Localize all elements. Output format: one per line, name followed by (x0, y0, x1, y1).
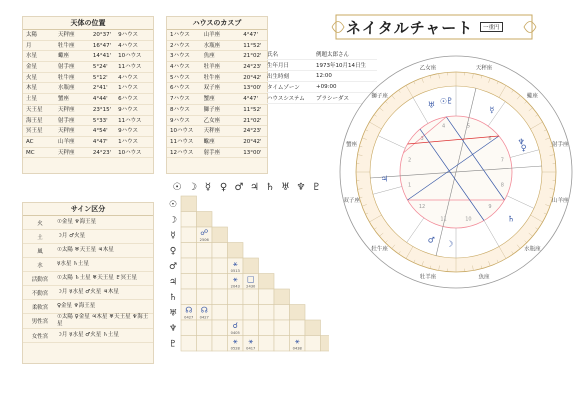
chart-header (330, 12, 538, 42)
planet-name: 冥王星 (26, 128, 43, 135)
house-number: 4ハウス (170, 64, 190, 71)
aspect-orb: 0427 (199, 315, 209, 320)
wheel-sign-label: 牡羊座 (419, 274, 437, 281)
aspect-symbol: ☊ (185, 305, 193, 315)
planet-sign: 蟹座 (58, 96, 70, 103)
planet-sign: 天秤座 (58, 149, 75, 156)
aspect-cell (305, 320, 321, 336)
aspect-cell (197, 289, 213, 305)
planet-row (23, 94, 153, 105)
house-sign: 牡羊座 (203, 64, 221, 71)
planet-row (23, 41, 153, 52)
house-row (167, 30, 267, 41)
house-number: 2ハウス (170, 42, 190, 49)
birth-info-key: 生年月日 (267, 63, 290, 69)
house-number-label: 7 (500, 157, 504, 164)
planet-degree: 4°54' (92, 128, 108, 135)
planets-table-title: 天体の位置 (23, 17, 153, 30)
planet-degree: 24°23' (92, 149, 112, 156)
aspect-orb: 2506 (199, 238, 209, 242)
aspect-row-glyph: ♆ (168, 324, 178, 334)
house-number-label: 8 (500, 182, 504, 189)
house-degree: 13°00' (243, 85, 262, 92)
sign-label: 柔軟宮 (31, 304, 49, 311)
aspect-row-glyph: ♇ (168, 339, 178, 350)
wheel-sign-label: 蟹座 (346, 142, 358, 149)
house-row (167, 83, 267, 94)
aspect-symbol: ⚹ (248, 336, 254, 346)
aspect-orb: 0417 (246, 346, 256, 351)
aspect-cell (212, 243, 228, 259)
planet-degree: 4°47' (92, 138, 108, 145)
house-degree: 24°23' (243, 64, 262, 71)
aspect-cell (212, 305, 228, 321)
house-number-label: 11 (440, 216, 447, 223)
chart-type-badge: 一重円 (480, 22, 503, 32)
house-degree: 20°42' (243, 138, 262, 145)
wheel-planet-glyph: ♃ (380, 174, 388, 184)
birth-info-key: 出生時刻 (267, 74, 290, 80)
birth-info-key: 氏名 (267, 52, 279, 58)
wheel-planet-glyph: ☽ (446, 239, 454, 249)
aspect-header-glyph: ♀ (219, 182, 228, 193)
aspect-header-glyph: ♇ (312, 182, 321, 193)
wheel-sign-label: 射手座 (552, 142, 569, 149)
house-degree: 13°00' (243, 149, 262, 156)
aspect-orb: 2430 (246, 284, 256, 289)
planet-house: 10ハウス (118, 149, 142, 156)
planet-house: 6ハウス (118, 96, 138, 103)
house-number-label: 4 (441, 123, 446, 130)
planet-sign: 天秤座 (58, 32, 75, 38)
aspect-cell (274, 336, 290, 352)
aspect-cell (181, 336, 197, 352)
aspect-symbol: ☊ (200, 305, 208, 315)
planet-row (23, 30, 153, 41)
sign-row (23, 272, 153, 286)
house-sign: 牡牛座 (203, 74, 221, 81)
aspect-cell (259, 305, 275, 321)
aspect-cell (181, 212, 197, 228)
house-sign: 魚座 (203, 53, 215, 60)
planet-degree: 14°41' (92, 53, 112, 60)
aspect-orb: 0513 (230, 269, 240, 273)
house-degree: 24°23' (243, 128, 262, 135)
planet-name: AC (26, 138, 34, 145)
aspect-row-glyph: ♅ (168, 308, 178, 319)
aspect-cell (181, 227, 197, 243)
house-degree: 4°47' (243, 32, 259, 38)
house-number-label: 2 (408, 157, 412, 164)
aspect-header-glyph: ☿ (204, 182, 212, 193)
aspect-cell (197, 243, 213, 259)
planet-degree: 5°12' (92, 74, 108, 81)
house-number-label: 3 (420, 136, 424, 143)
planet-row (23, 83, 153, 94)
aspect-symbol: ⚹ (232, 274, 238, 284)
aspect-cell (305, 336, 321, 352)
aspect-cell (243, 289, 259, 305)
planet-sign: 天秤座 (58, 128, 75, 135)
planet-name: 月 (26, 42, 32, 49)
house-number-label: 5 (466, 123, 471, 130)
planet-row (23, 148, 153, 159)
planet-row (23, 105, 153, 116)
aspect-cell (181, 274, 197, 290)
house-number-label: 1 (408, 182, 412, 189)
planet-row (23, 116, 153, 127)
house-degree: 11°52' (243, 42, 262, 49)
aspect-cell (197, 336, 213, 352)
aspect-header-glyph: ♄ (265, 182, 275, 193)
planet-row (23, 73, 153, 84)
wheel-sign-label: 双子座 (343, 197, 360, 204)
planet-house: 4ハウス (118, 74, 138, 81)
planet-sign: 水瓶座 (58, 85, 75, 92)
house-row (167, 62, 267, 73)
house-row (167, 41, 267, 52)
house-row (167, 116, 267, 127)
aspect-cell (290, 320, 306, 336)
aspect-row-glyph: ♀ (169, 246, 177, 257)
planet-sign: 射手座 (58, 117, 75, 124)
birth-info-value: 例題太郎さん (316, 52, 350, 58)
birth-info-value: 1973年10月14日生 (316, 63, 366, 69)
aspect-cell (243, 305, 259, 321)
sign-label: 女性宮 (31, 333, 49, 340)
house-sign: 獅子座 (203, 106, 221, 113)
planet-house: 10ハウス (118, 53, 142, 60)
house-row (167, 94, 267, 105)
house-degree: 21°02' (243, 53, 262, 60)
house-number-label: 9 (488, 203, 492, 210)
sign-value: ☽月 ♂火星 (57, 233, 86, 239)
sign-row (23, 286, 153, 300)
house-sign: 蟹座 (203, 96, 215, 103)
aspect-cell (274, 289, 290, 305)
house-sign: 蠍座 (203, 138, 215, 145)
house-number: 10ハウス (170, 128, 194, 135)
aspect-cell (321, 336, 330, 352)
aspect-orb: 0405 (230, 331, 240, 335)
aspect-cell (259, 336, 275, 352)
house-row (167, 148, 267, 159)
wheel-sign-label: 乙女座 (419, 65, 437, 72)
aspect-orb: 0528 (230, 346, 240, 351)
wheel-sign-label: 山羊座 (552, 197, 569, 204)
house-degree: 4°47' (243, 96, 259, 103)
aspect-row-glyph: ☽ (168, 215, 178, 226)
aspect-header-glyph: ♅ (281, 182, 290, 193)
house-number: 9ハウス (170, 117, 190, 124)
aspect-cell (259, 274, 275, 290)
planet-degree: 2°41' (92, 85, 108, 92)
aspect-orb: 0438 (292, 346, 302, 351)
aspect-header-glyph: ☽ (188, 182, 197, 193)
aspect-cell (181, 289, 197, 305)
house-number-label: 12 (418, 203, 426, 210)
house-number-label: 10 (465, 216, 472, 223)
aspect-cell (228, 243, 244, 259)
sign-row (23, 258, 153, 272)
wheel-sign-label: 天秤座 (475, 65, 493, 72)
sign-label: 男性宮 (31, 319, 49, 325)
aspect-cell (197, 212, 213, 228)
planet-house: 9ハウス (118, 106, 138, 113)
house-number: 5ハウス (170, 74, 190, 81)
house-row (167, 137, 267, 148)
house-degree: 21°02' (243, 117, 262, 124)
planet-house: 9ハウス (118, 32, 138, 38)
planet-sign: 天秤座 (58, 106, 75, 113)
aspect-symbol: ☍ (200, 228, 209, 237)
sign-row (23, 329, 153, 343)
aspect-row-glyph: ♂ (168, 262, 178, 272)
aspect-cell (212, 289, 228, 305)
aspect-grid (159, 178, 329, 356)
wheel-sign-label: 水瓶座 (524, 246, 541, 253)
house-sign: 天秤座 (203, 128, 221, 135)
birth-info-value: 12:00 (316, 73, 332, 79)
planet-sign: 牡牛座 (58, 42, 75, 49)
house-row (167, 73, 267, 84)
aspect-cell (228, 305, 244, 321)
wheel-planet-glyph: ♂ (427, 235, 435, 245)
house-sign: 山羊座 (203, 32, 221, 38)
wheel-planet-glyph: ♀ (520, 143, 527, 153)
aspect-cell (243, 258, 259, 274)
birth-info-key: ハウスシステム (267, 96, 305, 102)
house-row (167, 105, 267, 116)
page-title: ネイタルチャート (346, 19, 474, 37)
sign-value: ☿水星 ♄土星 (57, 261, 90, 267)
birth-info-value: +09:00 (316, 84, 337, 90)
aspect-symbol: □ (246, 274, 255, 284)
house-row (167, 126, 267, 137)
planet-row (23, 62, 153, 73)
sign-row (23, 244, 153, 258)
house-sign: 射手座 (203, 149, 221, 156)
planet-sign: 牡牛座 (58, 74, 75, 81)
aspect-header-glyph: ♃ (250, 182, 259, 193)
sign-value: ☽月 ☿水星 ♂火星 ♄土星 (57, 332, 119, 338)
aspect-orb: 2043 (230, 284, 240, 289)
aspect-orb: 0427 (184, 315, 194, 320)
sign-value: ☉太陽 ♄土星 ♅天王星 ♇冥王星 (57, 275, 137, 281)
planet-name: 土星 (26, 96, 38, 103)
sign-label: 不動宮 (31, 290, 49, 297)
houses-table-title: ハウスのカスプ (167, 17, 267, 30)
wheel-sign-label: 獅子座 (371, 93, 388, 100)
house-number: 8ハウス (170, 106, 190, 113)
house-degree: 20°42' (243, 74, 262, 81)
aspect-symbol: ☌ (232, 321, 238, 330)
planet-degree: 5°24' (92, 64, 108, 71)
sign-value: ☉金星 ♆海王星 (57, 219, 97, 225)
house-number: 7ハウス (170, 96, 190, 103)
house-sign: 乙女座 (203, 117, 221, 124)
planet-degree: 5°33' (92, 117, 108, 124)
house-number-label: 6 (488, 136, 492, 143)
aspect-cell (212, 274, 228, 290)
aspect-row-glyph: ♄ (168, 293, 178, 303)
planet-sign: 山羊座 (58, 138, 75, 145)
birth-info-key: タイムゾーン (267, 85, 300, 91)
signs-table (22, 202, 154, 364)
aspect-cell (259, 320, 275, 336)
wheel-sign-label: 蠍座 (526, 93, 538, 100)
planet-degree: 23°15' (92, 106, 112, 113)
aspect-cell (181, 196, 197, 212)
sign-label: 風 (37, 248, 43, 255)
sign-value: ☉太陽 ♀金星 ♃木星 ♅天王星 ♆海王星 (57, 314, 149, 327)
planet-house: 11ハウス (118, 64, 142, 71)
aspect-row-glyph: ☿ (170, 231, 176, 241)
sign-label: 火 (37, 220, 43, 227)
sign-row (23, 230, 153, 244)
house-sign: 双子座 (203, 85, 221, 92)
planet-row (23, 126, 153, 137)
aspect-cell (274, 305, 290, 321)
aspect-cell (290, 305, 306, 321)
planet-name: 太陽 (26, 32, 38, 38)
sign-label: 土 (37, 234, 43, 241)
planets-table (22, 16, 154, 174)
planet-degree: 4°44' (92, 96, 108, 103)
house-number: 1ハウス (170, 32, 190, 38)
wheel-planet-glyph: ☿ (489, 105, 495, 115)
planet-house: 4ハウス (118, 42, 138, 49)
house-row (167, 51, 267, 62)
sign-value: ☽月 ☿水星 ♂火星 ♃木星 (57, 289, 119, 295)
planet-name: 天王星 (26, 106, 43, 113)
planet-row (23, 51, 153, 62)
sign-row (23, 300, 153, 314)
wheel-sign-label: 魚座 (478, 274, 490, 281)
aspect-symbol: ⚹ (294, 336, 300, 346)
house-number: 6ハウス (170, 85, 190, 92)
aspect-cell (212, 258, 228, 274)
signs-table-title: サイン区分 (23, 203, 153, 216)
aspect-symbol: ⚹ (232, 336, 238, 346)
wheel-planet-glyph: ♅ (427, 100, 435, 110)
planet-name: 海王星 (26, 117, 43, 124)
sign-value: ☉太陽 ♅天王星 ♃木星 (57, 247, 114, 253)
aspect-cell (181, 320, 197, 336)
aspect-header-glyph: ♆ (296, 182, 306, 193)
aspect-symbol: ⚹ (232, 259, 238, 268)
wheel-planet-glyph: ☉ (439, 97, 448, 107)
planet-name: MC (26, 149, 35, 156)
planet-name: 木星 (26, 85, 38, 92)
birth-info-value: プラシーダス (316, 96, 350, 102)
house-number: 3ハウス (170, 53, 190, 60)
aspect-row-glyph: ☉ (168, 200, 178, 210)
aspect-header-glyph: ♂ (234, 182, 244, 193)
planet-house: 1ハウス (118, 85, 138, 92)
aspect-row-glyph: ♃ (168, 277, 178, 288)
aspect-cell (259, 289, 275, 305)
planet-name: 水星 (26, 53, 38, 60)
wheel-planet-glyph: ♄ (507, 214, 515, 224)
houses-table (166, 16, 268, 174)
horoscope-wheel (336, 52, 576, 292)
aspect-cell (212, 227, 228, 243)
sign-row (23, 314, 153, 329)
sign-row (23, 216, 153, 230)
sign-label: 活動宮 (31, 276, 49, 283)
planet-name: 金星 (26, 64, 38, 71)
wheel-planet-glyph: ♇ (446, 96, 454, 106)
house-number: 12ハウス (170, 149, 194, 156)
planet-row (23, 137, 153, 148)
aspect-cell (243, 320, 259, 336)
planet-house: 11ハウス (118, 117, 142, 124)
aspect-cell (228, 289, 244, 305)
aspect-cell (197, 274, 213, 290)
aspect-cell (197, 258, 213, 274)
aspect-cell (181, 258, 197, 274)
aspect-cell (181, 243, 197, 259)
planet-degree: 20°37' (92, 32, 112, 38)
planet-name: 火星 (26, 74, 38, 81)
aspect-cell (212, 336, 228, 352)
aspect-cell (212, 320, 228, 336)
planet-house: 9ハウス (118, 128, 138, 135)
house-sign: 水瓶座 (203, 42, 221, 49)
aspect-cell (274, 320, 290, 336)
aspect-cell (197, 320, 213, 336)
wheel-sign-label: 牡牛座 (371, 246, 388, 253)
planet-house: 1ハウス (118, 138, 138, 145)
planet-degree: 16°47' (92, 42, 112, 49)
sign-value: ♀金星 ♆海王星 (57, 303, 96, 309)
planet-sign: 蠍座 (58, 53, 70, 60)
planet-sign: 射手座 (58, 64, 75, 71)
wheel-planet-glyph: ♆ (517, 137, 525, 147)
aspect-header-glyph: ☉ (172, 182, 182, 193)
sign-label: 水 (37, 262, 43, 269)
house-degree: 11°52' (243, 106, 262, 113)
house-number: 11ハウス (170, 138, 194, 145)
